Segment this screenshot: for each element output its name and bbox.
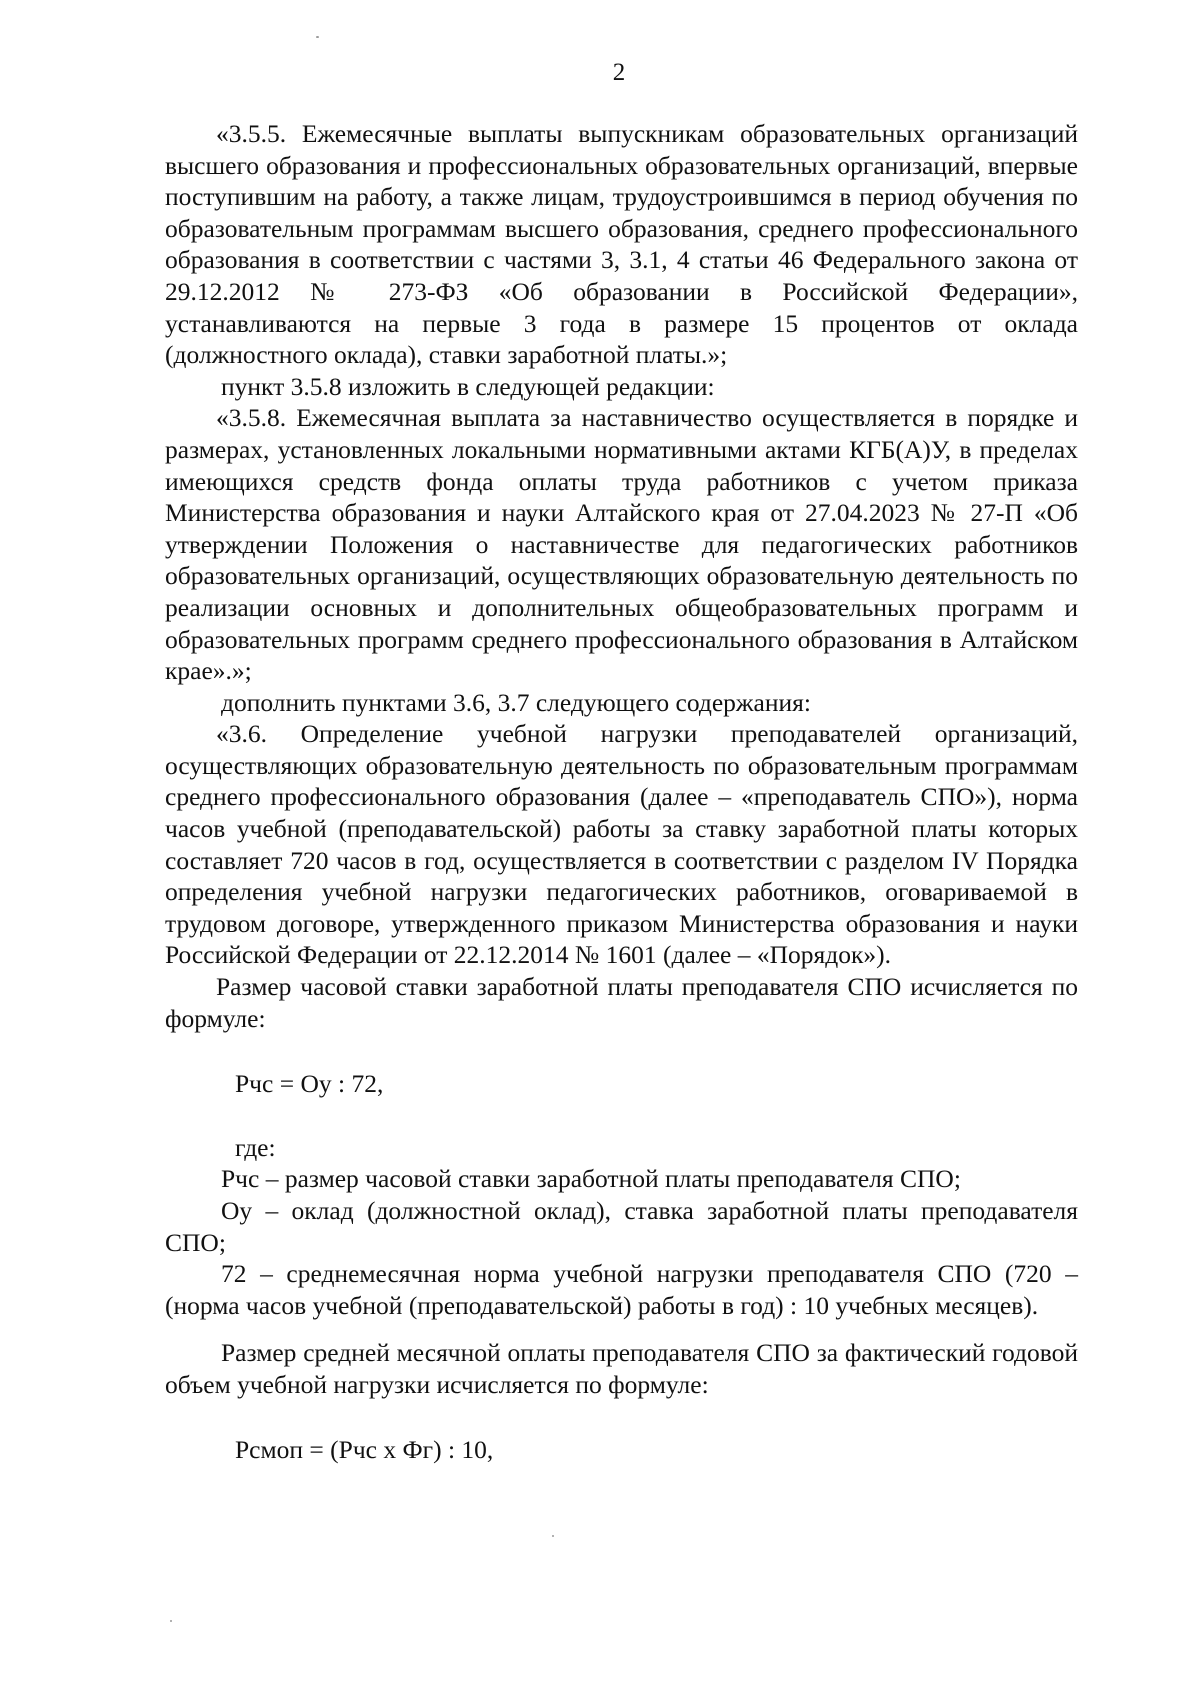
paragraph-monthly-pay-intro: Размер средней месячной оплаты преподавателя СПО за фактический годовой объем учебной нагрузки исчисляется по формуле: — [165, 1338, 1078, 1399]
spacer — [165, 1321, 1078, 1337]
spacer — [165, 1034, 1078, 1068]
formula-hourly-rate: Рчс = Оу : 72, — [235, 1069, 384, 1099]
spacer — [165, 1401, 1078, 1434]
formula-monthly-pay: Рсмоп = (Рчс х Фг) : 10, — [235, 1434, 494, 1464]
paragraph-instruction-3-5-8: пункт 3.5.8 изложить в следующей редакции: — [221, 371, 715, 401]
paragraph-3-5-5: «3.5.5. Ежемесячные выплаты выпускникам образовательных организаций высшего образования и профессиональных образовательных организаций, впервые поступившим на работу, а также лицам, трудоустроившимся в период обучения по образовательным программам высшего образования, среднего профессионального образования в соответствии с частями 3, 3.1, 4 статьи 46 Федерального закона от 29.12.2012 № 273-ФЗ «Об образовании в Российской Федерации», устанавливаются на первые 3 года в размере 15 процентов от оклада (должностного оклада), ставки заработной платы.»; — [165, 119, 1078, 370]
spacer — [165, 1100, 1078, 1132]
document-body — [165, 118, 1078, 1465]
paragraph-3-6: «3.6. Определение учебной нагрузки преподавателей организаций, осуществляющих образовательную деятельность по образовательным программам среднего профессионального образования (далее – «преподаватель СПО»), норма часов учебной (преподавательской) работы за ставку заработной платы которых составляет 720 часов в год, осуществляется в соответствии с разделом IV Порядка определения учебной нагрузки педагогических работников, оговариваемой в трудовом договоре, утвержденного приказом Министерства образования и науки Российской Федерации от 22.12.2014 № 1601 (далее – «Порядок»). — [165, 719, 1078, 970]
scan-speck — [170, 1620, 172, 1622]
scan-speck — [316, 36, 319, 38]
scan-speck — [552, 1535, 554, 1537]
definition-oy: Оу – оклад (должностной оклад), ставка заработной платы преподавателя СПО; — [165, 1196, 1078, 1257]
paragraph-instruction-3-6: дополнить пунктами 3.6, 3.7 следующего содержания: — [221, 687, 811, 717]
paragraph-hourly-rate-intro: Размер часовой ставки заработной платы преподавателя СПО исчисляется по формуле: — [165, 972, 1078, 1033]
paragraph-3-5-8: «3.5.8. Ежемесячная выплата за наставничество осуществляется в порядке и размерах, установленных локальными нормативными актами КГБ(А)У, в пределах имеющихся средств фонда оплаты труда работников с учетом приказа Министерства образования и науки Алтайского края от 27.04.2023 № 27-П «Об утверждении Положения о наставничестве для педагогических работников образовательных организаций, осуществляющих образовательную деятельность по реализации основных и дополнительных общеобразовательных программ и образовательных программ среднего профессионального образования в Алтайском крае».»; — [165, 403, 1078, 686]
page-number: 2 — [612, 59, 626, 86]
definition-rchs: Рчс – размер часовой ставки заработной платы преподавателя СПО; — [221, 1164, 961, 1194]
definition-72: 72 – среднемесячная норма учебной нагрузки преподавателя СПО (720 – (норма часов учебной (преподавательской) работы в год) : 10 учебных месяцев). — [165, 1259, 1078, 1320]
where-label: где: — [235, 1132, 276, 1162]
